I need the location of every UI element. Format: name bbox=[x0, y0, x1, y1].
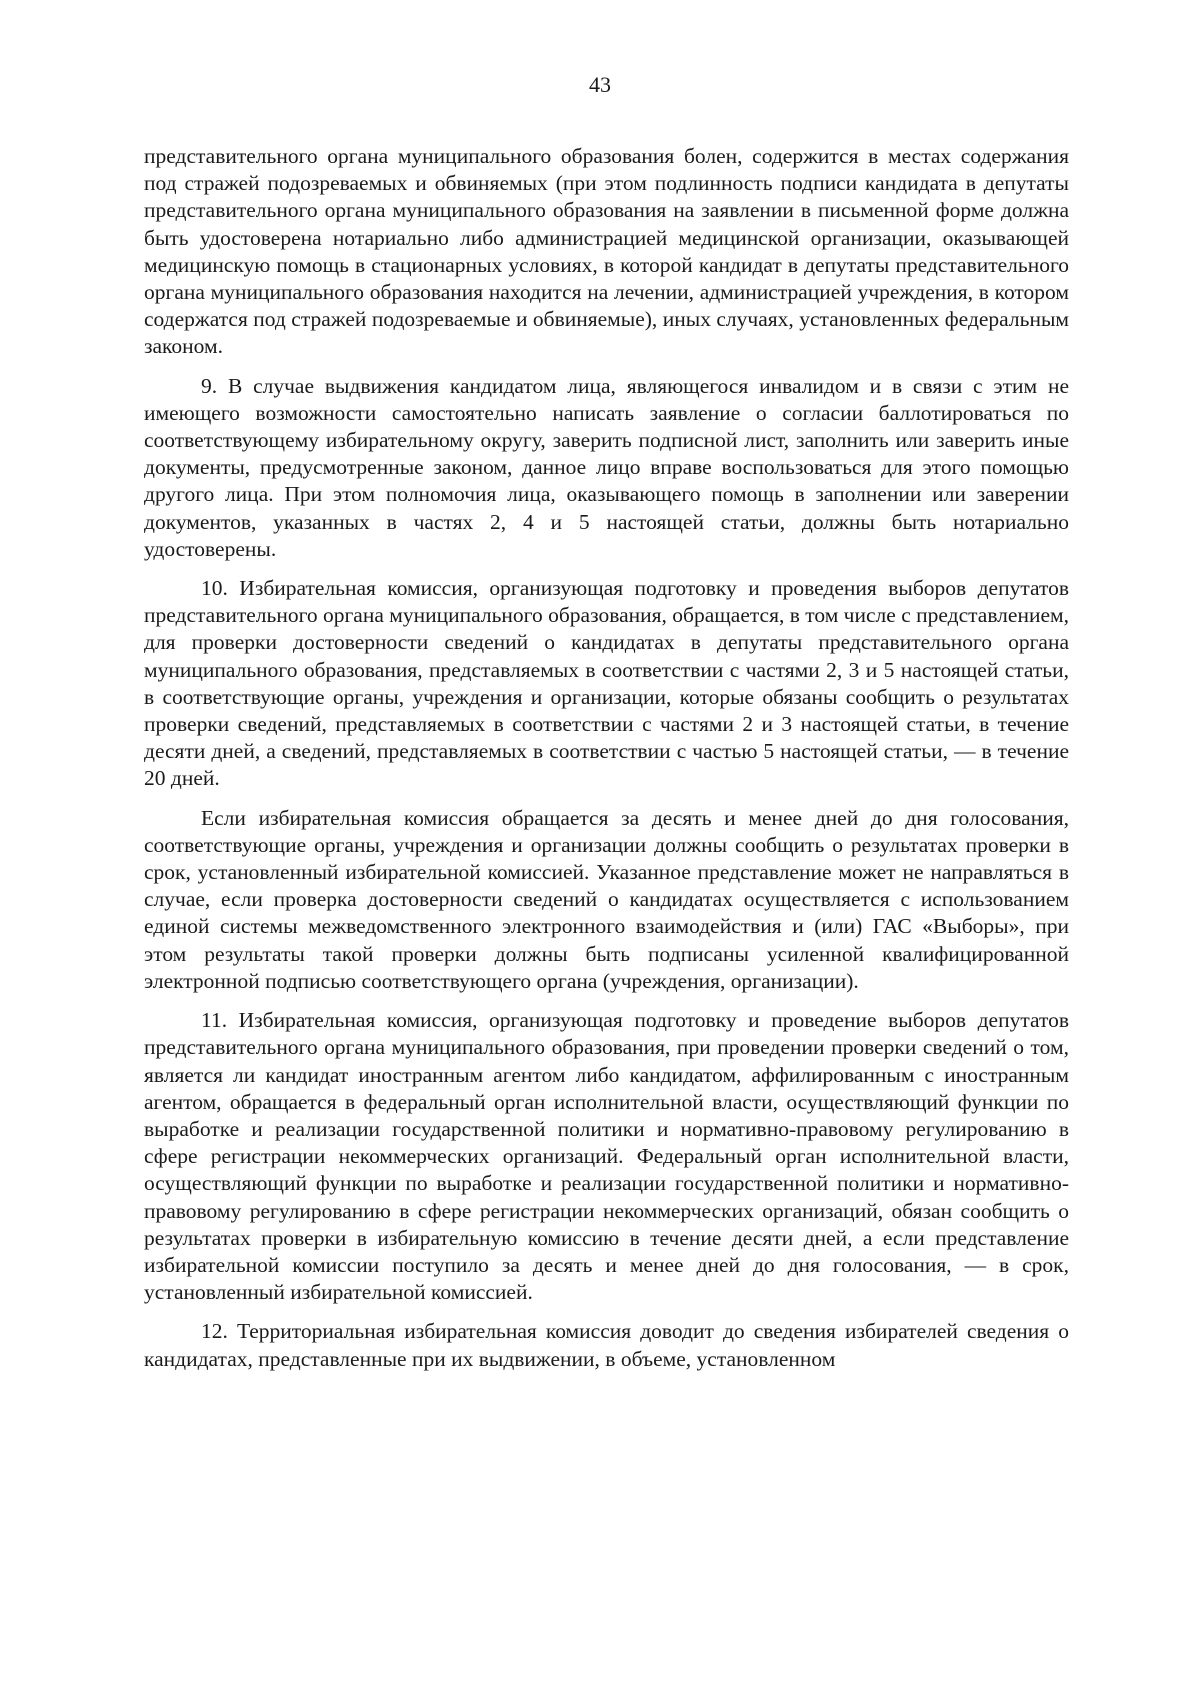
paragraph-item-9: 9. В случае выдвижения кандидатом лица, являющегося инвалидом и в связи с этим не имеющего возможности самостоятельно написать заявление о согласии баллотироваться по соответствующему избирательному округу, заверить подписной лист, заполнить или заверить иные документы, предусмотренные законом, данное лицо вправе воспользоваться для этого помощью другого лица. При этом полномочия лица, оказывающего помощь в заполнении или заверении документов, указанных в частях 2, 4 и 5 настоящей статьи, должны быть нотариально удостоверены. bbox=[144, 373, 1069, 561]
paragraph-item-11: 11. Избирательная комиссия, организующая подготовку и проведение выборов депутатов представительного органа муниципального образования, при проведении проверки сведений о том, является ли кандидат иностранным агентом либо кандидатом, аффилированным с иностранным агентом, обращается в федеральный орган исполнительной власти, осуществляющий функции по выработке и реализации государственной политики и нормативно-правовому регулированию в сфере регистрации некоммерческих организаций. Федеральный орган исполнительной власти, осуществляющий функции по выработке и реализации государственной политики и нормативно-правовому регулированию в сфере регистрации некоммерческих организаций, обязан сообщить о результатах проверки в избирательную комиссию в течение десяти дней, а если представление избирательной комиссии поступило за десять и менее дней до дня голосования, — в срок, установленный избирательной комиссией. bbox=[144, 1008, 1069, 1305]
paragraph-continuation: представительного органа муниципального образования болен, содержится в местах содержания под стражей подозреваемых и обвиняемых (при этом подлинность подписи кандидата в депутаты представительного органа муниципального образования на заявлении в письменной форме должна быть удостоверена нотариально либо администрацией медицинской организации, оказывающей медицинскую помощь в стационарных условиях, в которой кандидат в депутаты представительного органа муниципального образования находится на лечении, администрацией учреждения, в котором содержатся под стражей подозреваемые и обвиняемые), иных случаях, установленных федеральным законом. bbox=[144, 144, 1069, 359]
paragraph-item-12: 12. Территориальная избирательная комиссия доводит до сведения избирателей сведения о кандидатах, представленные при их выдвижении, в объеме, установленном bbox=[144, 1319, 1069, 1371]
paragraph-item-10: 10. Избирательная комиссия, организующая подготовку и проведения выборов депутатов представительного органа муниципального образования, обращается, в том числе с представлением, для проверки достоверности сведений о кандидатах в депутаты представительного органа муниципального образования, представляемых в соответствии с частями 2, 3 и 5 настоящей статьи, в соответствующие органы, учреждения и организации, которые обязаны сообщить о результатах проверки сведений, представляемых в соответствии с частями 2 и 3 настоящей статьи, в течение десяти дней, а сведений, представляемых в соответствии с частью 5 настоящей статьи, — в течение 20 дней. bbox=[144, 576, 1069, 791]
document-body bbox=[144, 143, 1069, 1385]
page-number: 43 bbox=[589, 72, 611, 97]
paragraph-item-10-continuation: Если избирательная комиссия обращается за десять и менее дней до дня голосования, соответствующие органы, учреждения и организации должны сообщить о результатах проверки в срок, установленный избирательной комиссией. Указанное представление может не направляться в случае, если проверка достоверности сведений о кандидатах осуществляется с использованием единой системы межведомственного электронного взаимодействия и (или) ГАС «Выборы», при этом результаты такой проверки должны быть подписаны усиленной квалифицированной электронной подписью соответствующего органа (учреждения, организации). bbox=[144, 805, 1069, 993]
